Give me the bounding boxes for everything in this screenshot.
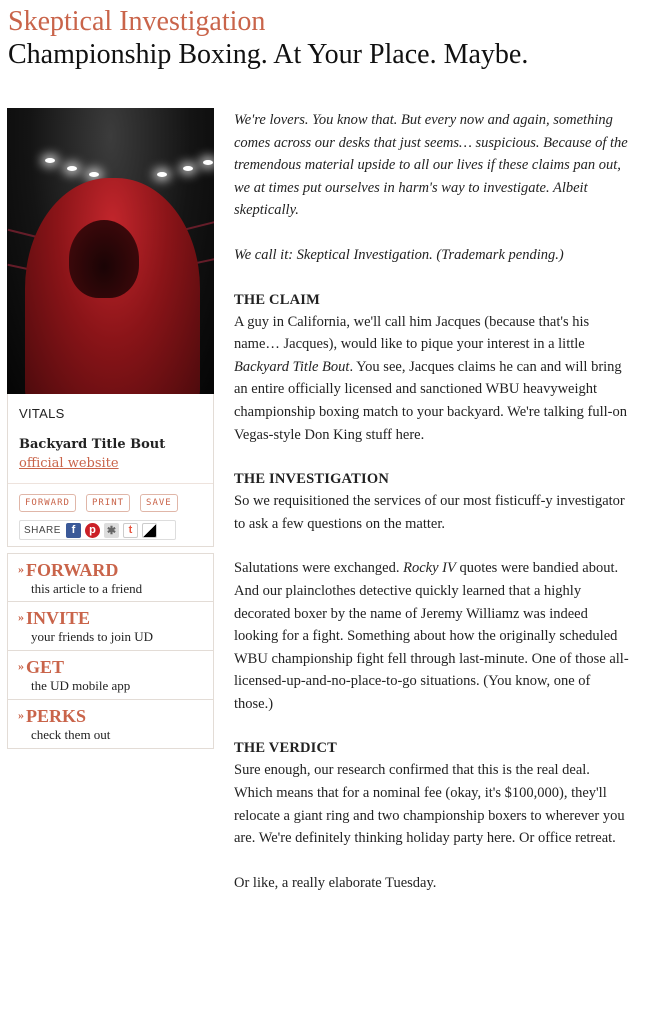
arrow-icon: » [18, 708, 24, 722]
page-header [8, 6, 644, 72]
claim-emphasis: Backyard Title Bout [234, 358, 350, 375]
investigation-heading: THE INVESTIGATION [234, 471, 390, 488]
promo-invite[interactable] [7, 602, 214, 651]
promo-perks[interactable] [7, 700, 214, 749]
arena-light [203, 160, 213, 165]
vitals-label: VITALS [19, 406, 65, 421]
investigation-text: Salutations were exchanged. [234, 560, 404, 577]
promo-head [18, 704, 203, 727]
investigation-paragraph: So we requisitioned the services of our most fisticuff-y investigator to ask a few questions on the matter. [234, 493, 625, 532]
promo-subtitle: your friends to join UD [31, 629, 154, 644]
sidebar [7, 108, 214, 749]
promo-subtitle: the UD mobile app [31, 678, 131, 693]
arena-light [67, 166, 77, 171]
promo-head [18, 655, 203, 678]
official-website-link[interactable]: official website [19, 456, 119, 471]
promo-forward[interactable] [7, 553, 214, 602]
investigation-text: quotes were bandied about. And our plainclothes detective quickly learned that a highly decorated boxer by the name of Jeremy Williamz was indeed looking for a fight. Something about how the originally scheduled WBU championship fight fell through last-minute. One of those all-licensed-up-and-no-place-to-go situations. (You know, one of those.) [234, 560, 629, 712]
promo-title: FORWARD [26, 560, 119, 580]
claim-text: . You see, Jacques claims he can and will bring an entire officially licensed and sanctioned WBU heavyweight championship boxing match to your backyard. We're talking full-on Vegas-style Don King stuff here. [234, 358, 627, 443]
claim-heading: THE CLAIM [234, 291, 320, 308]
arrow-icon: » [18, 659, 24, 673]
promo-title: INVITE [26, 608, 91, 628]
delicious-icon[interactable] [142, 523, 157, 538]
share-bar [19, 520, 176, 540]
divider [8, 483, 213, 484]
bout-title: Backyard Title Bout [19, 437, 166, 452]
hero-image-hooded-boxer [7, 108, 214, 394]
arena-light [45, 158, 55, 163]
share-label: SHARE [24, 524, 61, 536]
arrow-icon: » [18, 610, 24, 624]
action-buttons [19, 494, 202, 512]
arrow-icon: » [18, 562, 24, 576]
print-button[interactable]: PRINT [86, 494, 130, 512]
article-body [234, 109, 630, 916]
promo-head [18, 558, 203, 581]
intro-tagline: We call it: Skeptical Investigation. (Trademark pending.) [234, 246, 564, 263]
promo-head [18, 606, 203, 629]
promo-subtitle: check them out [31, 727, 111, 742]
save-button[interactable]: SAVE [140, 494, 178, 512]
promo-get[interactable] [7, 651, 214, 700]
verdict-heading: THE VERDICT [234, 740, 338, 757]
pinterest-icon[interactable]: p [85, 523, 100, 538]
stumbleupon-icon[interactable]: ✱ [104, 523, 119, 538]
claim-paragraph [234, 311, 630, 447]
shadowed-face [69, 220, 139, 298]
intro-paragraph: We're lovers. You know that. But every now and again, something comes across our desks that just seems… suspicious. Because of the tremendous material upside to all our lives if these claims pan out, we at times put ourselves in harm's way to investigate. Albeit skeptically. [234, 112, 628, 219]
page-title: Championship Boxing. At Your Place. Maybe. [8, 39, 529, 70]
promo-title: GET [26, 657, 65, 677]
promo-subtitle: this article to a friend [31, 581, 143, 596]
investigation-emphasis: Rocky IV [403, 560, 456, 577]
promo-title: PERKS [26, 706, 87, 726]
arena-light [157, 172, 167, 177]
facebook-icon[interactable]: f [66, 523, 81, 538]
arena-light [183, 166, 193, 171]
investigation-paragraph [234, 557, 630, 715]
tumblr-icon[interactable]: t [123, 523, 138, 538]
section-kicker: Skeptical Investigation [8, 6, 266, 37]
forward-button[interactable]: FORWARD [19, 494, 76, 512]
verdict-closing: Or like, a really elaborate Tuesday. [234, 874, 437, 891]
vitals-box [7, 394, 214, 547]
verdict-paragraph: Sure enough, our research confirmed that this is the real deal. Which means that for a nominal fee (okay, it's $100,000), they'll relocate a giant ring and two championship boxers to wherever you are. We're definitely thinking holiday party here. Or office retreat. [234, 762, 625, 847]
arena-light [89, 172, 99, 177]
claim-text: A guy in California, we'll call him Jacques (because that's his name… Jacques), would like to pique your interest in a little [234, 313, 590, 353]
